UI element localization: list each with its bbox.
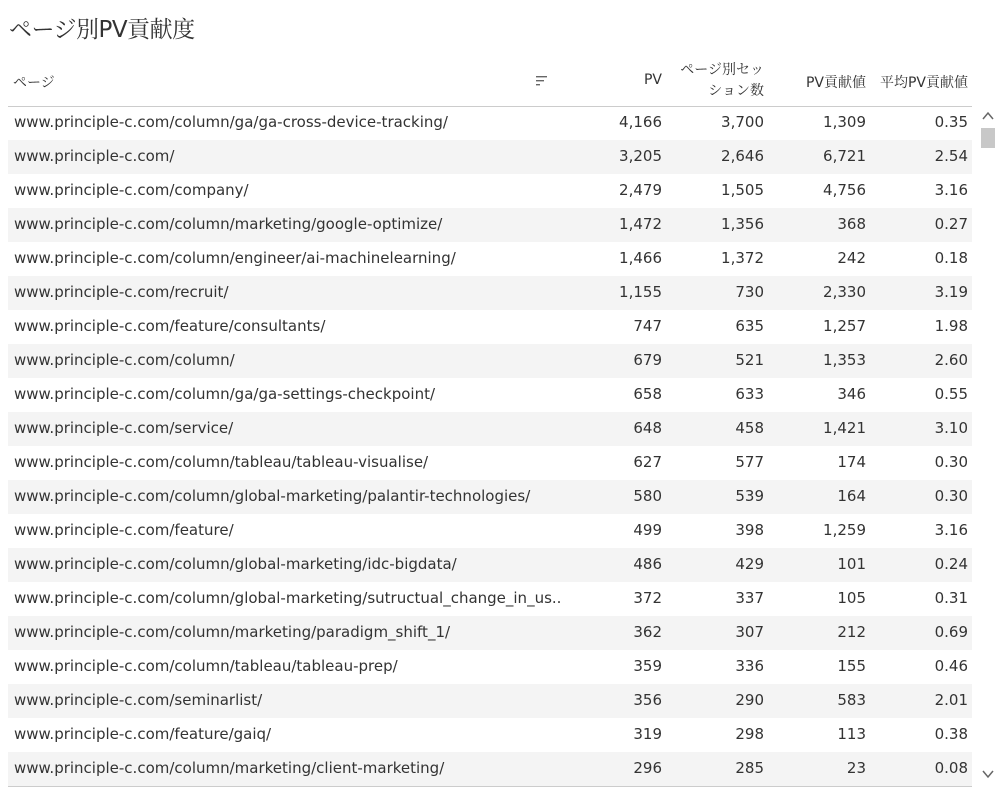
cell-page: www.principle-c.com/feature/ <box>14 521 234 539</box>
cell-pv: 372 <box>633 589 662 607</box>
table-row[interactable] <box>8 446 972 480</box>
cell-avg-contribution: 0.38 <box>934 725 968 743</box>
cell-page: www.principle-c.com/seminarlist/ <box>14 691 263 709</box>
cell-pv: 1,466 <box>619 249 662 267</box>
column-header-pv[interactable]: PV <box>643 72 662 88</box>
cell-page: www.principle-c.com/company/ <box>14 181 249 199</box>
chevron-up-icon[interactable] <box>980 108 996 124</box>
vertical-scrollbar[interactable] <box>978 106 998 786</box>
cell-pv: 362 <box>633 623 662 641</box>
table-row[interactable] <box>8 718 972 752</box>
cell-sessions: 635 <box>735 317 764 335</box>
cell-sessions: 730 <box>735 283 764 301</box>
table-header <box>8 58 972 107</box>
cell-sessions: 2,646 <box>721 147 764 165</box>
cell-avg-contribution: 0.55 <box>934 385 968 403</box>
cell-page: www.principle-c.com/column/marketing/google-optimize/ <box>14 215 443 233</box>
cell-avg-contribution: 1.98 <box>934 317 968 335</box>
table-row[interactable] <box>8 378 972 412</box>
cell-pv: 319 <box>633 725 662 743</box>
cell-contribution: 368 <box>837 215 866 233</box>
table-row[interactable] <box>8 174 972 208</box>
cell-avg-contribution: 3.10 <box>934 419 968 437</box>
cell-sessions: 521 <box>735 351 764 369</box>
cell-contribution: 1,421 <box>823 419 866 437</box>
cell-page: www.principle-c.com/feature/gaiq/ <box>14 725 272 743</box>
cell-pv: 648 <box>633 419 662 437</box>
cell-avg-contribution: 0.35 <box>934 113 968 131</box>
column-header-sessions[interactable] <box>680 60 764 102</box>
cell-page: www.principle-c.com/column/ <box>14 351 235 369</box>
table-row[interactable] <box>8 684 972 718</box>
cell-sessions: 290 <box>735 691 764 709</box>
column-header-avg-contribution[interactable]: 平均PV貢献値 <box>879 75 968 91</box>
table-bottom-divider <box>8 786 972 787</box>
cell-contribution: 155 <box>837 657 866 675</box>
cell-contribution: 583 <box>837 691 866 709</box>
cell-page: www.principle-c.com/service/ <box>14 419 234 437</box>
table-row[interactable] <box>8 106 972 140</box>
cell-pv: 2,479 <box>619 181 662 199</box>
cell-sessions: 633 <box>735 385 764 403</box>
cell-page: www.principle-c.com/column/marketing/paradigm_shift_1/ <box>14 623 451 641</box>
cell-pv: 499 <box>633 521 662 539</box>
cell-avg-contribution: 0.27 <box>934 215 968 233</box>
chevron-down-icon[interactable] <box>980 766 996 782</box>
table-row[interactable] <box>8 514 972 548</box>
cell-pv: 4,166 <box>619 113 662 131</box>
cell-avg-contribution: 0.69 <box>934 623 968 641</box>
cell-avg-contribution: 0.30 <box>934 453 968 471</box>
cell-page: www.principle-c.com/column/global-marketing/idc-bigdata/ <box>14 555 457 573</box>
cell-page: www.principle-c.com/column/marketing/client-marketing/ <box>14 759 445 777</box>
cell-sessions: 285 <box>735 759 764 777</box>
cell-contribution: 1,309 <box>823 113 866 131</box>
cell-contribution: 1,259 <box>823 521 866 539</box>
cell-pv: 580 <box>633 487 662 505</box>
cell-contribution: 6,721 <box>823 147 866 165</box>
table-row[interactable] <box>8 140 972 174</box>
cell-avg-contribution: 0.08 <box>934 759 968 777</box>
cell-avg-contribution: 3.16 <box>934 521 968 539</box>
cell-pv: 627 <box>633 453 662 471</box>
cell-sessions: 429 <box>735 555 764 573</box>
cell-sessions: 307 <box>735 623 764 641</box>
table-row[interactable] <box>8 412 972 446</box>
cell-avg-contribution: 2.60 <box>934 351 968 369</box>
table-row[interactable] <box>8 208 972 242</box>
sort-icon[interactable] <box>535 74 549 88</box>
cell-contribution: 242 <box>837 249 866 267</box>
table-row[interactable] <box>8 582 972 616</box>
cell-page: www.principle-c.com/column/tableau/tableau-prep/ <box>14 657 398 675</box>
table-row[interactable] <box>8 344 972 378</box>
cell-pv: 679 <box>633 351 662 369</box>
cell-avg-contribution: 0.30 <box>934 487 968 505</box>
cell-sessions: 577 <box>735 453 764 471</box>
cell-pv: 486 <box>633 555 662 573</box>
cell-sessions: 1,505 <box>721 181 764 199</box>
cell-contribution: 346 <box>837 385 866 403</box>
table-body <box>8 106 972 786</box>
cell-pv: 296 <box>633 759 662 777</box>
cell-avg-contribution: 0.18 <box>934 249 968 267</box>
cell-page: www.principle-c.com/column/engineer/ai-machinelearning/ <box>14 249 456 267</box>
cell-contribution: 1,353 <box>823 351 866 369</box>
cell-contribution: 23 <box>846 759 866 777</box>
cell-page: www.principle-c.com/column/tableau/tableau-visualise/ <box>14 453 429 471</box>
cell-pv: 356 <box>633 691 662 709</box>
cell-pv: 3,205 <box>619 147 662 165</box>
cell-contribution: 113 <box>837 725 866 743</box>
cell-contribution: 2,330 <box>823 283 866 301</box>
cell-page: www.principle-c.com/column/global-marketing/palantir-technologies/ <box>14 487 531 505</box>
cell-pv: 1,472 <box>619 215 662 233</box>
cell-avg-contribution: 3.16 <box>934 181 968 199</box>
cell-pv: 747 <box>633 317 662 335</box>
cell-sessions: 298 <box>735 725 764 743</box>
cell-pv: 359 <box>633 657 662 675</box>
cell-avg-contribution: 2.54 <box>934 147 968 165</box>
table-row[interactable] <box>8 650 972 684</box>
cell-contribution: 164 <box>837 487 866 505</box>
cell-sessions: 3,700 <box>721 113 764 131</box>
table-row[interactable] <box>8 548 972 582</box>
cell-sessions: 458 <box>735 419 764 437</box>
cell-page: www.principle-c.com/ <box>14 147 175 165</box>
column-header-page[interactable]: ページ <box>13 75 55 91</box>
cell-avg-contribution: 3.19 <box>934 283 968 301</box>
cell-page: www.principle-c.com/column/ga/ga-cross-device-tracking/ <box>14 113 448 131</box>
table-row[interactable] <box>8 752 972 786</box>
cell-sessions: 398 <box>735 521 764 539</box>
cell-avg-contribution: 0.31 <box>934 589 968 607</box>
cell-sessions: 539 <box>735 487 764 505</box>
cell-sessions: 1,372 <box>721 249 764 267</box>
cell-contribution: 1,257 <box>823 317 866 335</box>
table-row[interactable] <box>8 310 972 344</box>
cell-contribution: 105 <box>837 589 866 607</box>
cell-page: www.principle-c.com/column/ga/ga-settings-checkpoint/ <box>14 385 436 403</box>
cell-pv: 1,155 <box>619 283 662 301</box>
cell-contribution: 212 <box>837 623 866 641</box>
cell-sessions: 336 <box>735 657 764 675</box>
cell-avg-contribution: 2.01 <box>934 691 968 709</box>
cell-page: www.principle-c.com/feature/consultants/ <box>14 317 326 335</box>
cell-contribution: 101 <box>837 555 866 573</box>
cell-page: www.principle-c.com/recruit/ <box>14 283 229 301</box>
cell-page: www.principle-c.com/column/global-marketing/sutructual_change_in_us.. <box>14 589 562 607</box>
scrollbar-thumb[interactable] <box>981 128 995 148</box>
cell-sessions: 1,356 <box>721 215 764 233</box>
table-row[interactable] <box>8 242 972 276</box>
cell-contribution: 4,756 <box>823 181 866 199</box>
column-header-contribution[interactable]: PV貢献値 <box>805 75 866 91</box>
cell-avg-contribution: 0.46 <box>934 657 968 675</box>
column-header-sessions-line2: ション数 <box>708 83 764 99</box>
cell-avg-contribution: 0.24 <box>934 555 968 573</box>
table-row[interactable] <box>8 276 972 310</box>
cell-sessions: 337 <box>735 589 764 607</box>
page-title: ページ別PV貢献度 <box>9 17 195 43</box>
table-row[interactable] <box>8 480 972 514</box>
cell-pv: 658 <box>633 385 662 403</box>
column-header-sessions-line1: ページ別セッ <box>680 62 764 78</box>
cell-contribution: 174 <box>837 453 866 471</box>
table-row[interactable] <box>8 616 972 650</box>
